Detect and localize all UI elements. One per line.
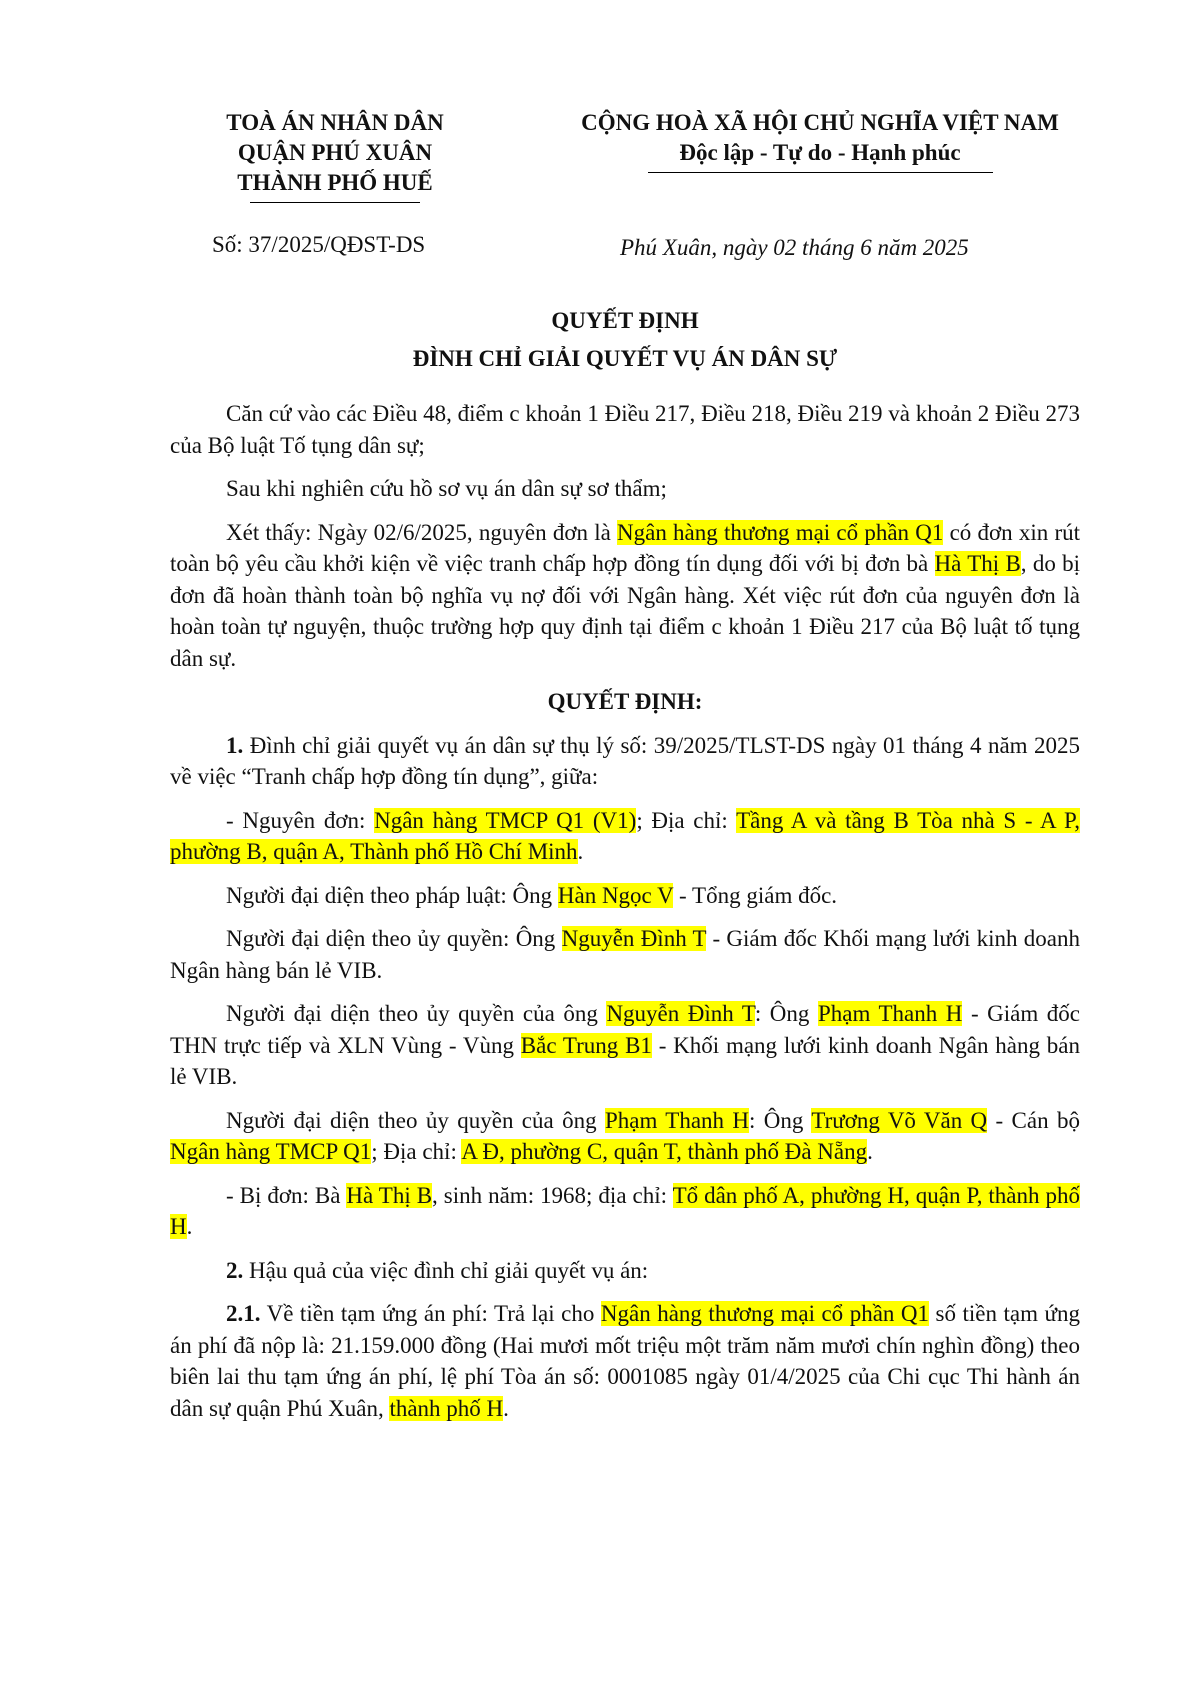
text-run: Hậu quả của việc đình chỉ giải quyết vụ án: (243, 1257, 649, 1283)
highlighted-text: Nguyễn Đình T (606, 1001, 755, 1026)
highlighted-text: Ngân hàng TMCP Q1 (170, 1139, 372, 1164)
text-run: - Giám đốc Khối mạng lưới kinh doanh Ngân hàng bán lẻ VIB. (170, 926, 1080, 983)
text-run: - Khối mạng lưới kinh doanh Ngân hàng bán lẻ VIB. (170, 1032, 1080, 1089)
paragraph (170, 1298, 1080, 1424)
paragraph (170, 1105, 1080, 1168)
text-run: Về tiền tạm ứng án phí: Trả lại cho (260, 1301, 601, 1326)
text-run: Người đại diện theo pháp luật: Ông (226, 882, 558, 908)
highlighted-text: thành phố H (389, 1395, 504, 1421)
court-header (190, 108, 480, 203)
paragraph (170, 473, 1080, 505)
highlighted-text: Nguyễn Đình T (561, 926, 707, 951)
court-line-3: THÀNH PHỐ HUẾ (237, 170, 433, 195)
paragraph (170, 398, 1080, 461)
highlighted-text: A Đ, phường C, quận T, thành phố Đà Nẵng (461, 1139, 868, 1164)
highlighted-text: Trương Võ Văn Q (811, 1107, 988, 1133)
item-number: 2.1. (226, 1301, 261, 1326)
text-run: - Tổng giám đốc. (673, 882, 838, 908)
date-line: Phú Xuân, ngày 02 tháng 6 năm 2025 (620, 235, 969, 260)
highlighted-text: Tầng A và tầng B Tòa nhà S - A P, phường B, quận A, Thành phố Hồ Chí Minh (170, 807, 1081, 864)
highlighted-text: Ngân hàng thương mại cổ phần Q1 (617, 519, 944, 545)
document-number: Số: 37/2025/QĐST-DS (212, 232, 426, 257)
text-run: , do bị đơn đã hoàn thành toàn bộ nghĩa vụ nợ đối với Ngân hàng. Xét việc rút đơn của nguyên đơn là hoàn toàn tự nguyện, thuộc trường hợp quy định tại điểm c khoản 1 Điều 217 của Bộ luật tố tụng dân sự. (170, 551, 1080, 671)
text-run: Xét thấy: Ngày 02/6/2025, nguyên đơn là (226, 519, 618, 545)
paragraph (170, 1180, 1080, 1243)
text-run: Người đại diện theo ủy quyền của ông (226, 1001, 607, 1026)
highlighted-text: Phạm Thanh H (817, 1001, 963, 1026)
paragraph (170, 998, 1080, 1093)
text-run: . (867, 1139, 873, 1164)
highlighted-text: Phạm Thanh H (604, 1107, 750, 1133)
document-body (170, 398, 1080, 1436)
text-run: ; Địa chỉ: (636, 807, 737, 833)
text-run: - Cán bộ (987, 1107, 1080, 1133)
text-run: - Bị đơn: Bà (226, 1182, 347, 1208)
text-run: Sau khi nghiên cứu hồ sơ vụ án dân sự sơ thẩm; (226, 476, 667, 501)
text-run: : Ông (749, 1107, 812, 1133)
document-title: QUYẾT ĐỊNH (551, 308, 699, 333)
item-number: 2. (226, 1257, 244, 1283)
text-run: - Giám đốc THN trực tiếp và XLN Vùng - Vùng (170, 1001, 1081, 1058)
national-header (530, 108, 1110, 173)
highlighted-text: Ngân hàng TMCP Q1 (V1) (374, 807, 637, 833)
paragraph (170, 1255, 1080, 1287)
motto-underline (648, 172, 993, 173)
paragraph (170, 880, 1080, 912)
paragraph (170, 517, 1080, 675)
text-run: . (577, 839, 584, 864)
highlighted-text: Hàn Ngọc V (557, 882, 674, 908)
text-run: Người đại diện theo ủy quyền: Ông (226, 926, 562, 951)
text-run: Người đại diện theo ủy quyền của ông (226, 1107, 605, 1133)
text-run: . (186, 1214, 193, 1239)
highlighted-text: Hà Thị B (934, 551, 1021, 576)
text-run: có đơn xin rút toàn bộ yêu cầu khởi kiện về việc tranh chấp hợp đồng tín dụng đối với bị đơn bà (170, 519, 1081, 576)
highlighted-text: Tổ dân phố A, phường H, quận P, thành phố H (170, 1182, 1080, 1239)
text-run: . (503, 1395, 509, 1421)
section-heading: QUYẾT ĐỊNH: (547, 689, 703, 714)
paragraph (170, 730, 1080, 793)
national-motto: Độc lập - Tự do - Hạnh phúc (679, 140, 961, 165)
court-underline (250, 202, 420, 203)
paragraph (170, 805, 1080, 868)
highlighted-text: Bắc Trung B1 (520, 1032, 652, 1058)
text-run: : Ông (754, 1001, 818, 1026)
highlighted-text: Ngân hàng thương mại cổ phần Q1 (600, 1301, 930, 1326)
text-run: , sinh năm: 1968; địa chỉ: (432, 1182, 673, 1208)
document-subtitle: ĐÌNH CHỈ GIẢI QUYẾT VỤ ÁN DÂN SỰ (412, 346, 838, 371)
item-number: 1. (226, 732, 244, 758)
text-run: Đình chỉ giải quyết vụ án dân sự thụ lý số: 39/2025/TLST-DS ngày 01 tháng 4 năm 2025 về việc “Tranh chấp hợp đồng tín dụng”, giữa: (170, 732, 1080, 789)
national-title: CỘNG HOÀ XÃ HỘI CHỦ NGHĨA VIỆT NAM (581, 110, 1059, 135)
highlighted-text: Hà Thị B (346, 1182, 433, 1208)
court-line-2: QUẬN PHÚ XUÂN (237, 140, 433, 165)
text-run: số tiền tạm ứng án phí đã nộp là: 21.159.000 đồng (Hai mươi mốt triệu một trăm năm mươi chín nghìn đồng) theo biên lai thu tạm ứng án phí, lệ phí Tòa án số: 0001085 ngày 01/4/2025 của Chi cục Thi hành án dân sự quận Phú Xuân, (170, 1301, 1080, 1421)
text-run: Căn cứ vào các Điều 48, điểm c khoản 1 Điều 217, Điều 218, Điều 219 và khoản 2 Điều 273 của Bộ luật Tố tụng dân sự; (170, 401, 1080, 458)
paragraph (170, 923, 1080, 986)
court-line-1: TOÀ ÁN NHÂN DÂN (226, 110, 444, 135)
text-run: ; Địa chỉ: (371, 1139, 462, 1164)
text-run: - Nguyên đơn: (226, 807, 375, 833)
